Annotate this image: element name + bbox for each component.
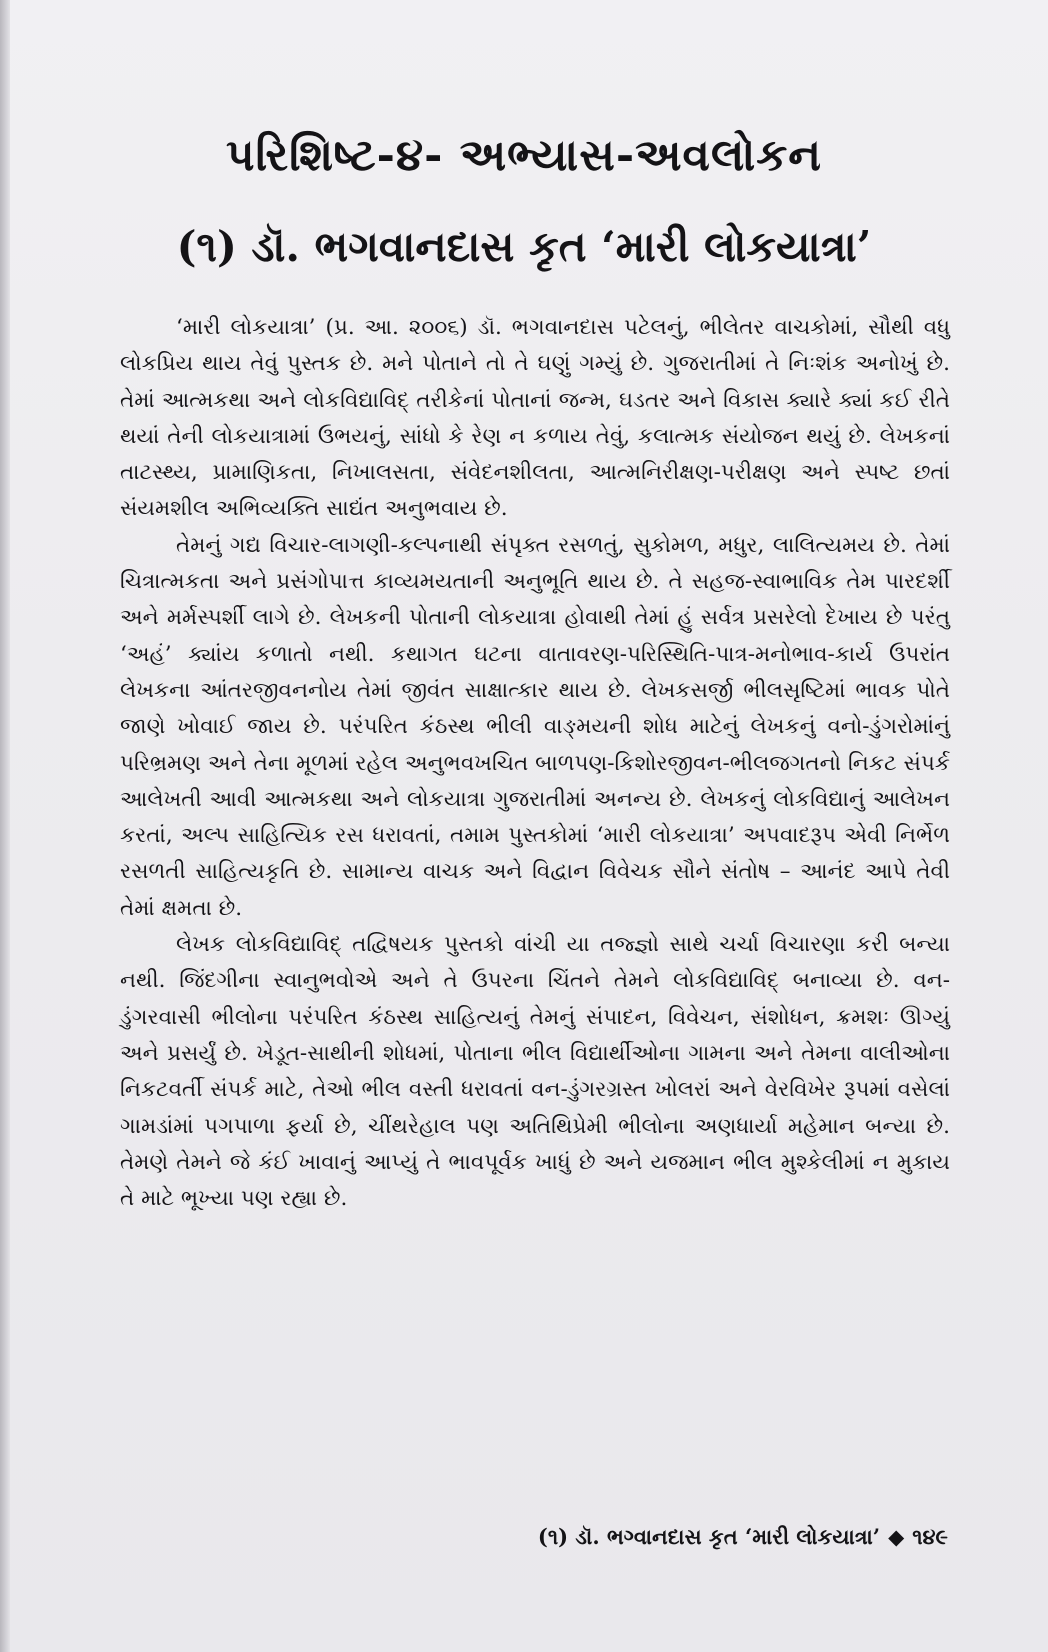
page-footer	[538, 1524, 948, 1550]
running-title: (૧) ડૉ. ભગ્વાનદાસ કૃત ‘મારી લોકયાત્રા’	[537, 1524, 881, 1549]
paragraph-3: લેખક લોકવિદ્યાવિદ્ તદ્વિષયક પુસ્તકો વાંચી યા તજ્જ્ઞો સાથે ચર્ચા વિચારણા કરી બન્યા નથી. જિંદગીના સ્વાનુભવોએ અને તે ઉપરના ચિંતને તેમને લોકવિદ્યાવિદ્ બનાવ્યા છે. વન-ડુંગરવાસી ભીલોના પરંપરિત કંઠસ્થ સાહિત્યનું તેમનું સંપાદન, વિવેચન, સંશોધન, ક્રમશઃ ઊગ્યું અને પ્રસર્યું છે. ખેડૂત-સાથીની શોધમાં, પોતાના ભીલ વિદ્યાર્થીઓના ગામના અને તેમના વાલીઓના નિકટવર્તી સંપર્ક માટે, તેઓ ભીલ વસ્તી ધરાવતાં વન-ડુંગરગ્રસ્ત ખોલરાં અને વેરવિખેર રૂપમાં વસેલાં ગામડાંમાં પગપાળા ફર્યા છે, ચીંથરેહાલ પણ અતિથિપ્રેમી ભીલોના અણધાર્યા મહેમાન બન્યા છે. તેમણે તેમને જે કંઈ ખાવાનું આપ્યું તે ભાવપૂર્વક ખાધું છે અને યજમાન ભીલ મુશ્કેલીમાં ન મુકાય તે માટે ભૂખ્યા પણ રહ્યા છે.	[120, 932, 950, 1212]
body-text	[120, 310, 950, 1217]
paragraph-2: તેમનું ગદ્ય વિચાર-લાગણી-કલ્પનાથી સંપૃક્ત રસળતું, સુકોમળ, મધુર, લાલિત્યમય છે. તેમાં ચિત્રાત્મકતા અને પ્રસંગોપાત્ત કાવ્યમયતાની અનુભૂતિ થાય છે. તે સહજ-સ્વાભાવિક તેમ પારદર્શી અને મર્મસ્પર્શી લાગે છે. લેખકની પોતાની લોકયાત્રા હોવાથી તેમાં હું સર્વત્ર પ્રસરેલો દેખાય છે પરંતુ ‘અહં’ ક્યાંય કળાતો નથી. કથાગત ઘટના વાતાવરણ-પરિસ્થિતિ-પાત્ર-મનોભાવ-કાર્ય ઉપરાંત લેખકના આંતરજીવનનોય તેમાં જીવંત સાક્ષાત્કાર થાય છે. લેખકસર્જી ભીલસૃષ્ટિમાં ભાવક પોતે જાણે ખોવાઈ જાય છે. પરંપરિત કંઠસ્થ ભીલી વાઙ્મયની શોધ માટેનું લેખકનું વનો-ડુંગરોમાંનું પરિભ્રમણ અને તેના મૂળમાં રહેલ અનુભવખચિત બાળપણ-કિશોરજીવન-ભીલજગતનો નિકટ સંપર્ક આલેખતી આવી આત્મકથા અને લોકયાત્રા ગુજરાતીમાં અનન્ય છે. લેખકનું લોકવિદ્યાનું આલેખન કરતાં, અલ્પ સાહિત્યિક રસ ધરાવતાં, તમામ પુસ્તકોમાં ‘મારી લોકયાત્રા’ અપવાદરૂપ એવી નિર્ભેળ રસળતી સાહિત્યકૃતિ છે. સામાન્ય વાચક અને વિદ્વાન વિવેચક સૌને સંતોષ – આનંદ આપે તેવી તેમાં ક્ષમતા છે.	[120, 532, 950, 921]
paragraph-1: ‘મારી લોકયાત્રા’ (પ્ર. આ. ૨૦૦૬) ડૉ. ભગવાનદાસ પટેલનું, ભીલેતર વાચકોમાં, સૌથી વધુ લોકપ્રિય થાય તેવું પુસ્તક છે. મને પોતાને તો તે ઘણું ગમ્યું છે. ગુજરાતીમાં તે નિઃશંક અનોખું છે. તેમાં આત્મકથા અને લોકવિદ્યાવિદ્ તરીકેનાં પોતાનાં જન્મ, ઘડતર અને વિકાસ ક્યારે ક્યાં કઈ રીતે થયાં તેની લોકયાત્રામાં ઉભયનું, સાંધો કે રેણ ન કળાય તેવું, કલાત્મક સંયોજન થયું છે. લેખકનાં તાટસ્થ્ય, પ્રામાણિકતા, નિખાલસતા, સંવેદનશીલતા, આત્મનિરીક્ષણ-પરીક્ષણ અને સ્પષ્ટ છતાં સંયમશીલ અભિવ્યક્તિ સાદ્યંત અનુભવાય છે.	[120, 315, 950, 522]
section-heading: (૧) ડૉ. ભગવાનદાસ કૃત ‘મારી લોકયાત્રા’	[176, 222, 872, 271]
appendix-heading: પરિશિષ્ટ-૪- અભ્યાસ-અવલોકન	[225, 130, 823, 181]
page-number: ૧૪૯	[912, 1524, 948, 1549]
diamond-icon: ◆	[888, 1524, 905, 1549]
